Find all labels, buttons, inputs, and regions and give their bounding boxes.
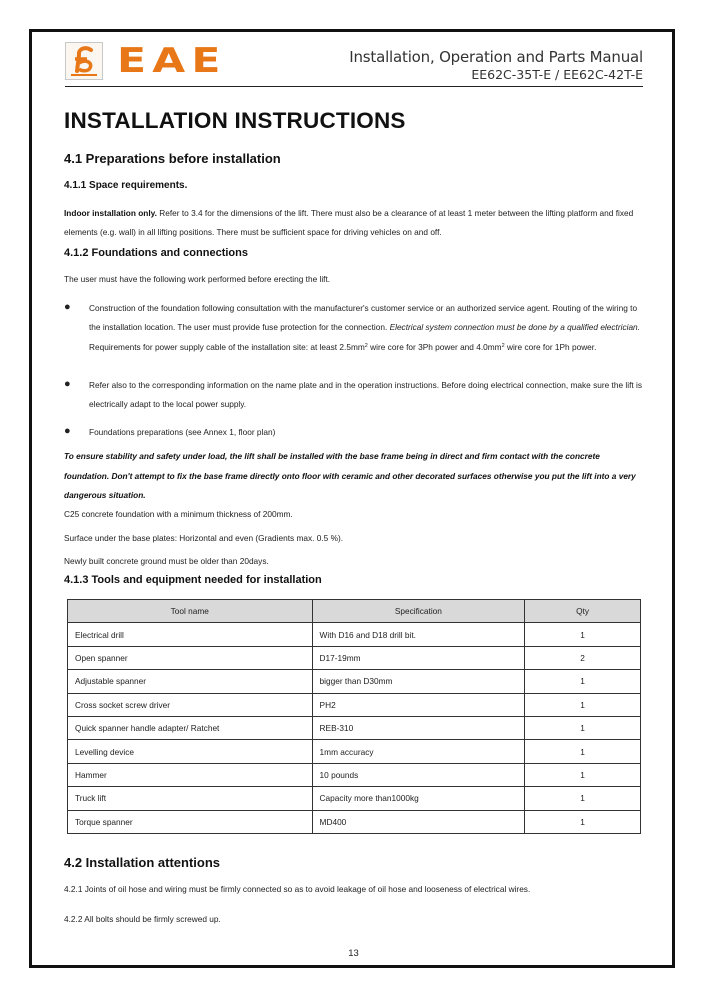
attention-4-2-2: 4.2.2 All bolts should be firmly screwed up. (64, 914, 221, 924)
table-row: Adjustable spanner bigger than D30mm 1 (68, 670, 641, 693)
table-header-row (68, 600, 641, 623)
model-numbers: EE62C-35T-E / EE62C-42T-E (471, 67, 643, 82)
table-row: Quick spanner handle adapter/ Ratchet REB-310 1 (68, 716, 641, 739)
safety-warning: To ensure stability and safety under load, the lift shall be installed with the base frame being in direct and firm contact with the concrete foundation. Don't attempt to fix the base frame directly onto floor with ceramic and other decorated surfaces otherwise you put the lift into a very dangerous situation. (64, 451, 636, 500)
tools-table (67, 599, 641, 834)
concrete-spec-line: C25 concrete foundation with a minimum thickness of 200mm. (64, 509, 293, 519)
bullet-icon: ● (64, 378, 71, 390)
heading-4-1-3: 4.1.3 Tools and equipment needed for installation (64, 574, 322, 586)
table-row: Torque spanner MD400 1 (68, 810, 641, 833)
bullet-icon: ● (64, 301, 71, 313)
table-row: Truck lift Capacity more than1000kg 1 (68, 787, 641, 810)
table-row: Open spanner D17-19mm 2 (68, 646, 641, 669)
page-header (65, 38, 643, 87)
indoor-only-emphasis: Indoor installation only. (64, 208, 157, 218)
logo-wordmark: EAE (117, 41, 227, 81)
brand-logo (65, 41, 227, 81)
bullet-icon: ● (64, 425, 71, 437)
logo-mark-icon (65, 42, 103, 80)
column-header-specification: Specification (312, 600, 525, 623)
table-row: Levelling device 1mm accuracy 1 (68, 740, 641, 763)
bullet-item: ● Foundations preparations (see Annex 1, floor plan) (64, 423, 646, 442)
table-row: Hammer 10 pounds 1 (68, 763, 641, 786)
heading-4-1-2: 4.1.2 Foundations and connections (64, 247, 248, 259)
column-header-qty: Qty (525, 600, 641, 623)
heading-4-1-1: 4.1.1 Space requirements. (64, 180, 188, 191)
curing-spec-line: Newly built concrete ground must be older than 20days. (64, 556, 269, 566)
surface-spec-line: Surface under the base plates: Horizontal and even (Gradients max. 0.5 %). (64, 533, 344, 543)
heading-4-2: 4.2 Installation attentions (64, 855, 221, 870)
page-title: INSTALLATION INSTRUCTIONS (64, 108, 406, 133)
document-title: Installation, Operation and Parts Manual (349, 48, 643, 66)
column-header-tool-name: Tool name (68, 600, 313, 623)
bullet-item: ● Refer also to the corresponding information on the name plate and in the operation instructions. Before doing electrical connection, make sure the lift is electrically adapt to the local power supply. (64, 378, 642, 409)
bullet-item: ● Construction of the foundation following consultation with the manufacturer's customer service or an authorized service agent. Routing of the wiring to the installation location. The user must provide fuse protection for the connection. Electrical system connection must be done by a qualified electrician. Requirements for power supply cable of the installation site: at least $2.5mm^2$ wire core for 3Ph power and $4.0mm^2$ wire core for 1Ph power. (64, 301, 640, 352)
space-requirements-paragraph: Indoor installation only. Refer to 3.4 for the dimensions of the lift. There must also be a clearance of at least 1 meter between the lifting platform and fixed elements (e.g. wall) in all lifting positions. There must be sufficient space for driving vehicles on and off. (64, 208, 634, 237)
attention-4-2-1: 4.2.1 Joints of oil hose and wiring must be firmly connected so as to avoid leakage of oil hose and looseness of electrical wires. (64, 884, 531, 894)
heading-4-1: 4.1 Preparations before installation (64, 151, 281, 166)
foundations-intro: The user must have the following work performed before erecting the lift. (64, 274, 331, 284)
table-row: Cross socket screw driver PH2 1 (68, 693, 641, 716)
page-number: 13 (348, 948, 359, 959)
table-row: Electrical drill With D16 and D18 drill bit. 1 (68, 623, 641, 646)
